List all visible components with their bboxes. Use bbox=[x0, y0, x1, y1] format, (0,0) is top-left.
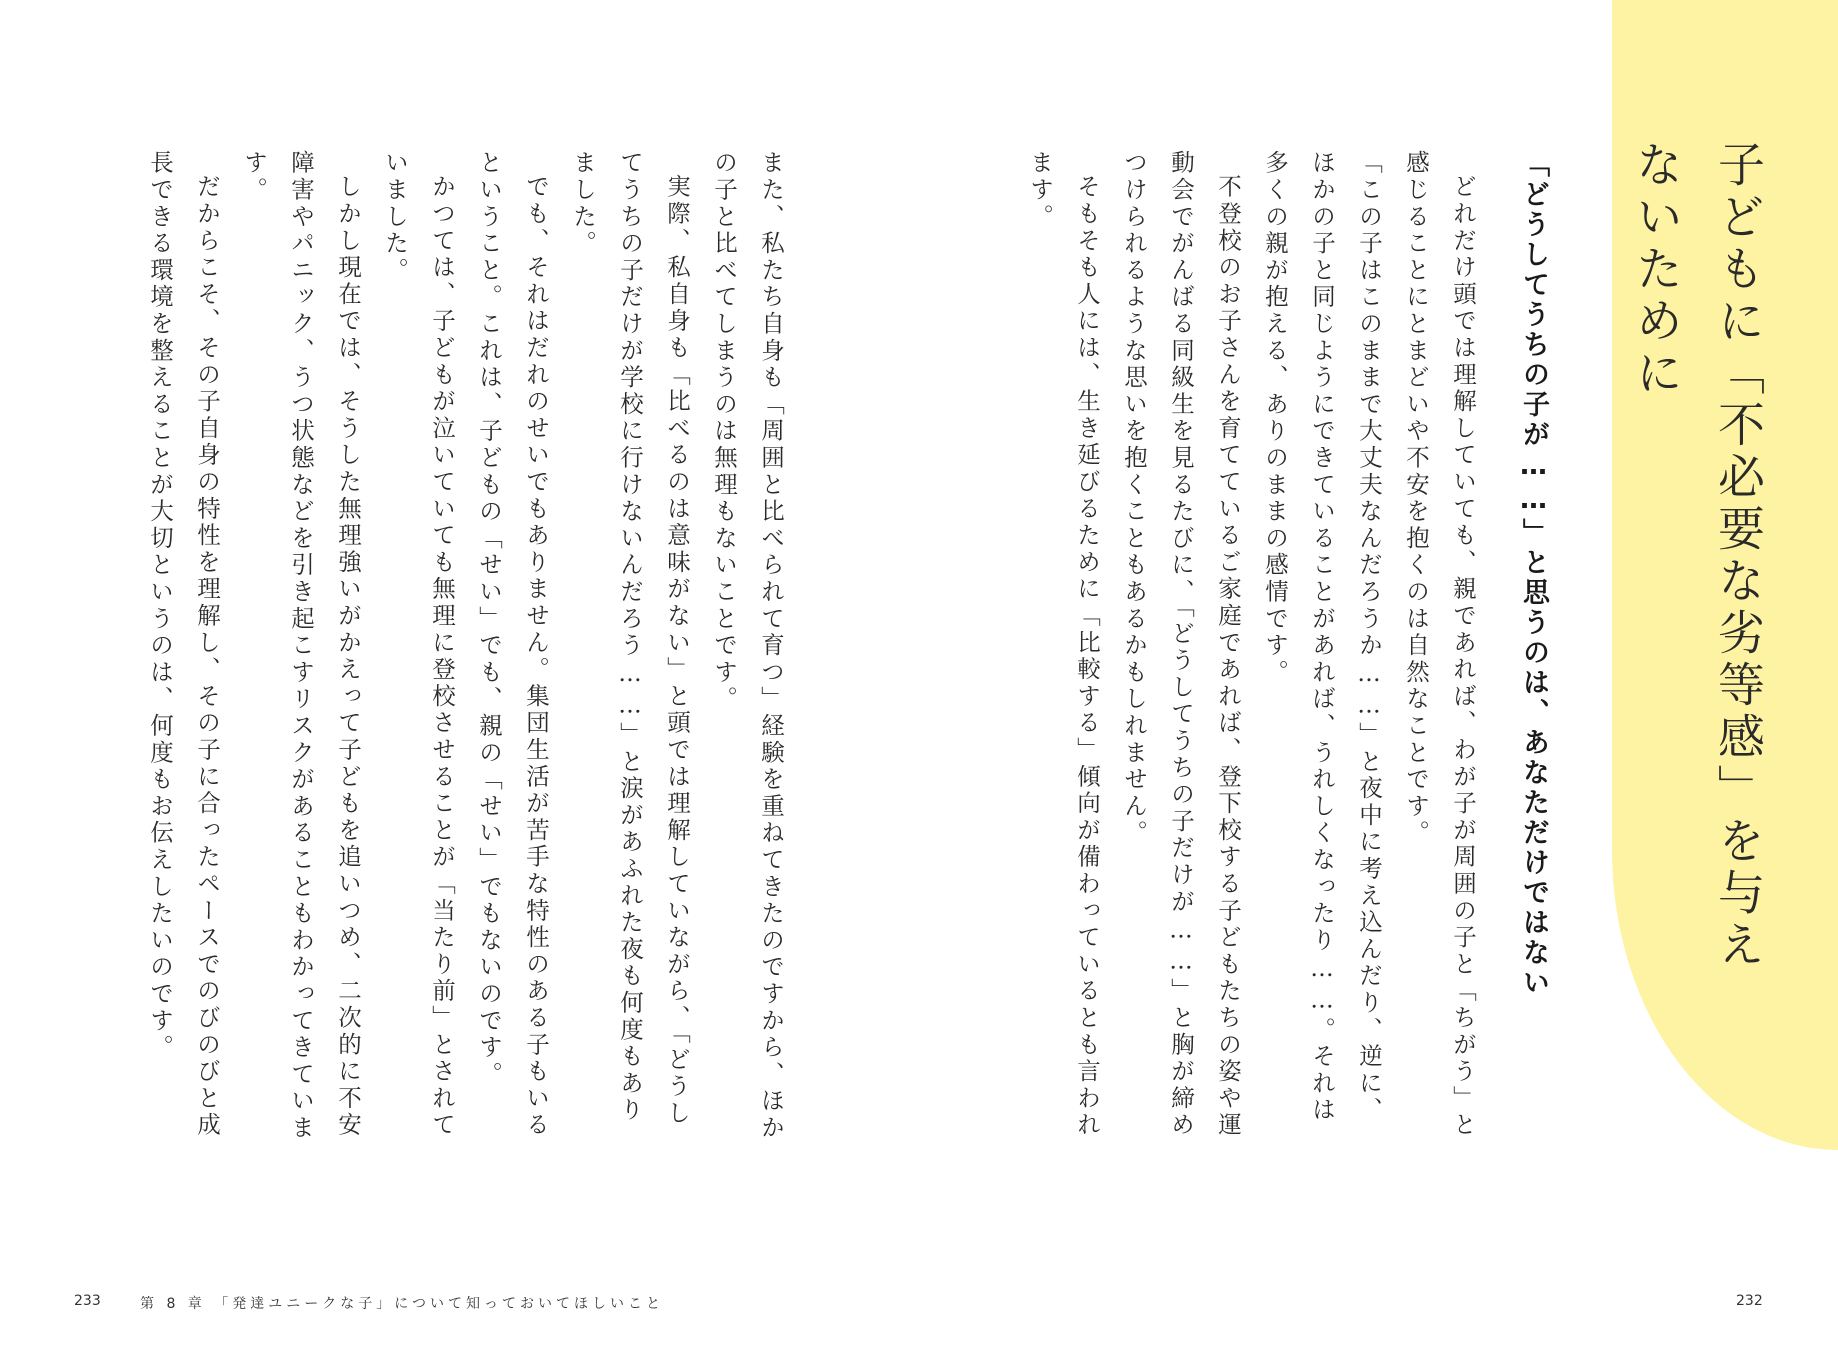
paragraph: だからこそ、その子自身の特性を理解し、その子に合ったペースでのびのびと成長できる環境を整えることが大切というのは、何度もお伝えしたいのです。 bbox=[146, 150, 221, 1139]
chapter-title: 子どもに「不必要な劣等感」を与えないために bbox=[1628, 140, 1765, 972]
paragraph: どれだけ頭では理解していても、親であれば、わが子が周囲の子と「ちがう」と感じることにとまどいや不安を抱くのは自然なことです。 bbox=[1402, 150, 1477, 1139]
left-page-number: 233 bbox=[74, 1293, 101, 1309]
paragraph: 「この子はこのままで大丈夫なんだろうか……」と夜中に考え込んだり、逆に、ほかの子と同じようにできていることがあれば、うれしくなったり……。それは多くの親が抱える、ありのままの感情です。 bbox=[1261, 150, 1383, 1124]
paragraph: でも、それはだれのせいでもありません。集団生活が苦手な特性のある子もいるということ。これは、子どもの「せい」でも、親の「せい」でもないのです。 bbox=[475, 150, 550, 1139]
right-page-body bbox=[1016, 150, 1486, 1150]
paragraph: また、私たち自身も「周囲と比べられて育つ」経験を重ねてきたのですから、ほかの子と比べてしまうのは無理もないことです。 bbox=[710, 150, 785, 1142]
paragraph: しかし現在では、そうした無理強いがかえって子どもを追いつめ、二次的に不安障害やパニック、うつ状態などを引き起こすリスクがあることもわかってきています。 bbox=[240, 150, 362, 1142]
paragraph: 不登校のお子さんを育てているご家庭であれば、登下校する子どもたちの姿や運動会でがんばる同級生を見るたびに、「どうしてうちの子だけが……」と胸が締めつけられるような思いを抱くこともあるかもしれません。 bbox=[1120, 150, 1242, 1139]
section-subheading: 「どうしてうちの子が……」と思うのは、あなただけではない bbox=[1518, 150, 1549, 998]
paragraph: そもそも人には、生き延びるために「比較する」傾向が備わっているとも言われます。 bbox=[1026, 150, 1101, 1139]
right-page-number: 232 bbox=[1736, 1293, 1763, 1309]
running-head: 第 8 章 「発達ユニークな子」について知っておいてほしいこと bbox=[140, 1296, 664, 1312]
paragraph: 実際、私自身も「比べるのは意味がない」と頭では理解していながら、「どうしてうちの子だけが学校に行けないんだろう……」と涙があふれた夜も何度もありました。 bbox=[569, 150, 691, 1127]
left-page-body bbox=[136, 150, 794, 1150]
paragraph: かつては、子どもが泣いていても無理に登校させることが「当たり前」とされていました。 bbox=[381, 150, 456, 1139]
